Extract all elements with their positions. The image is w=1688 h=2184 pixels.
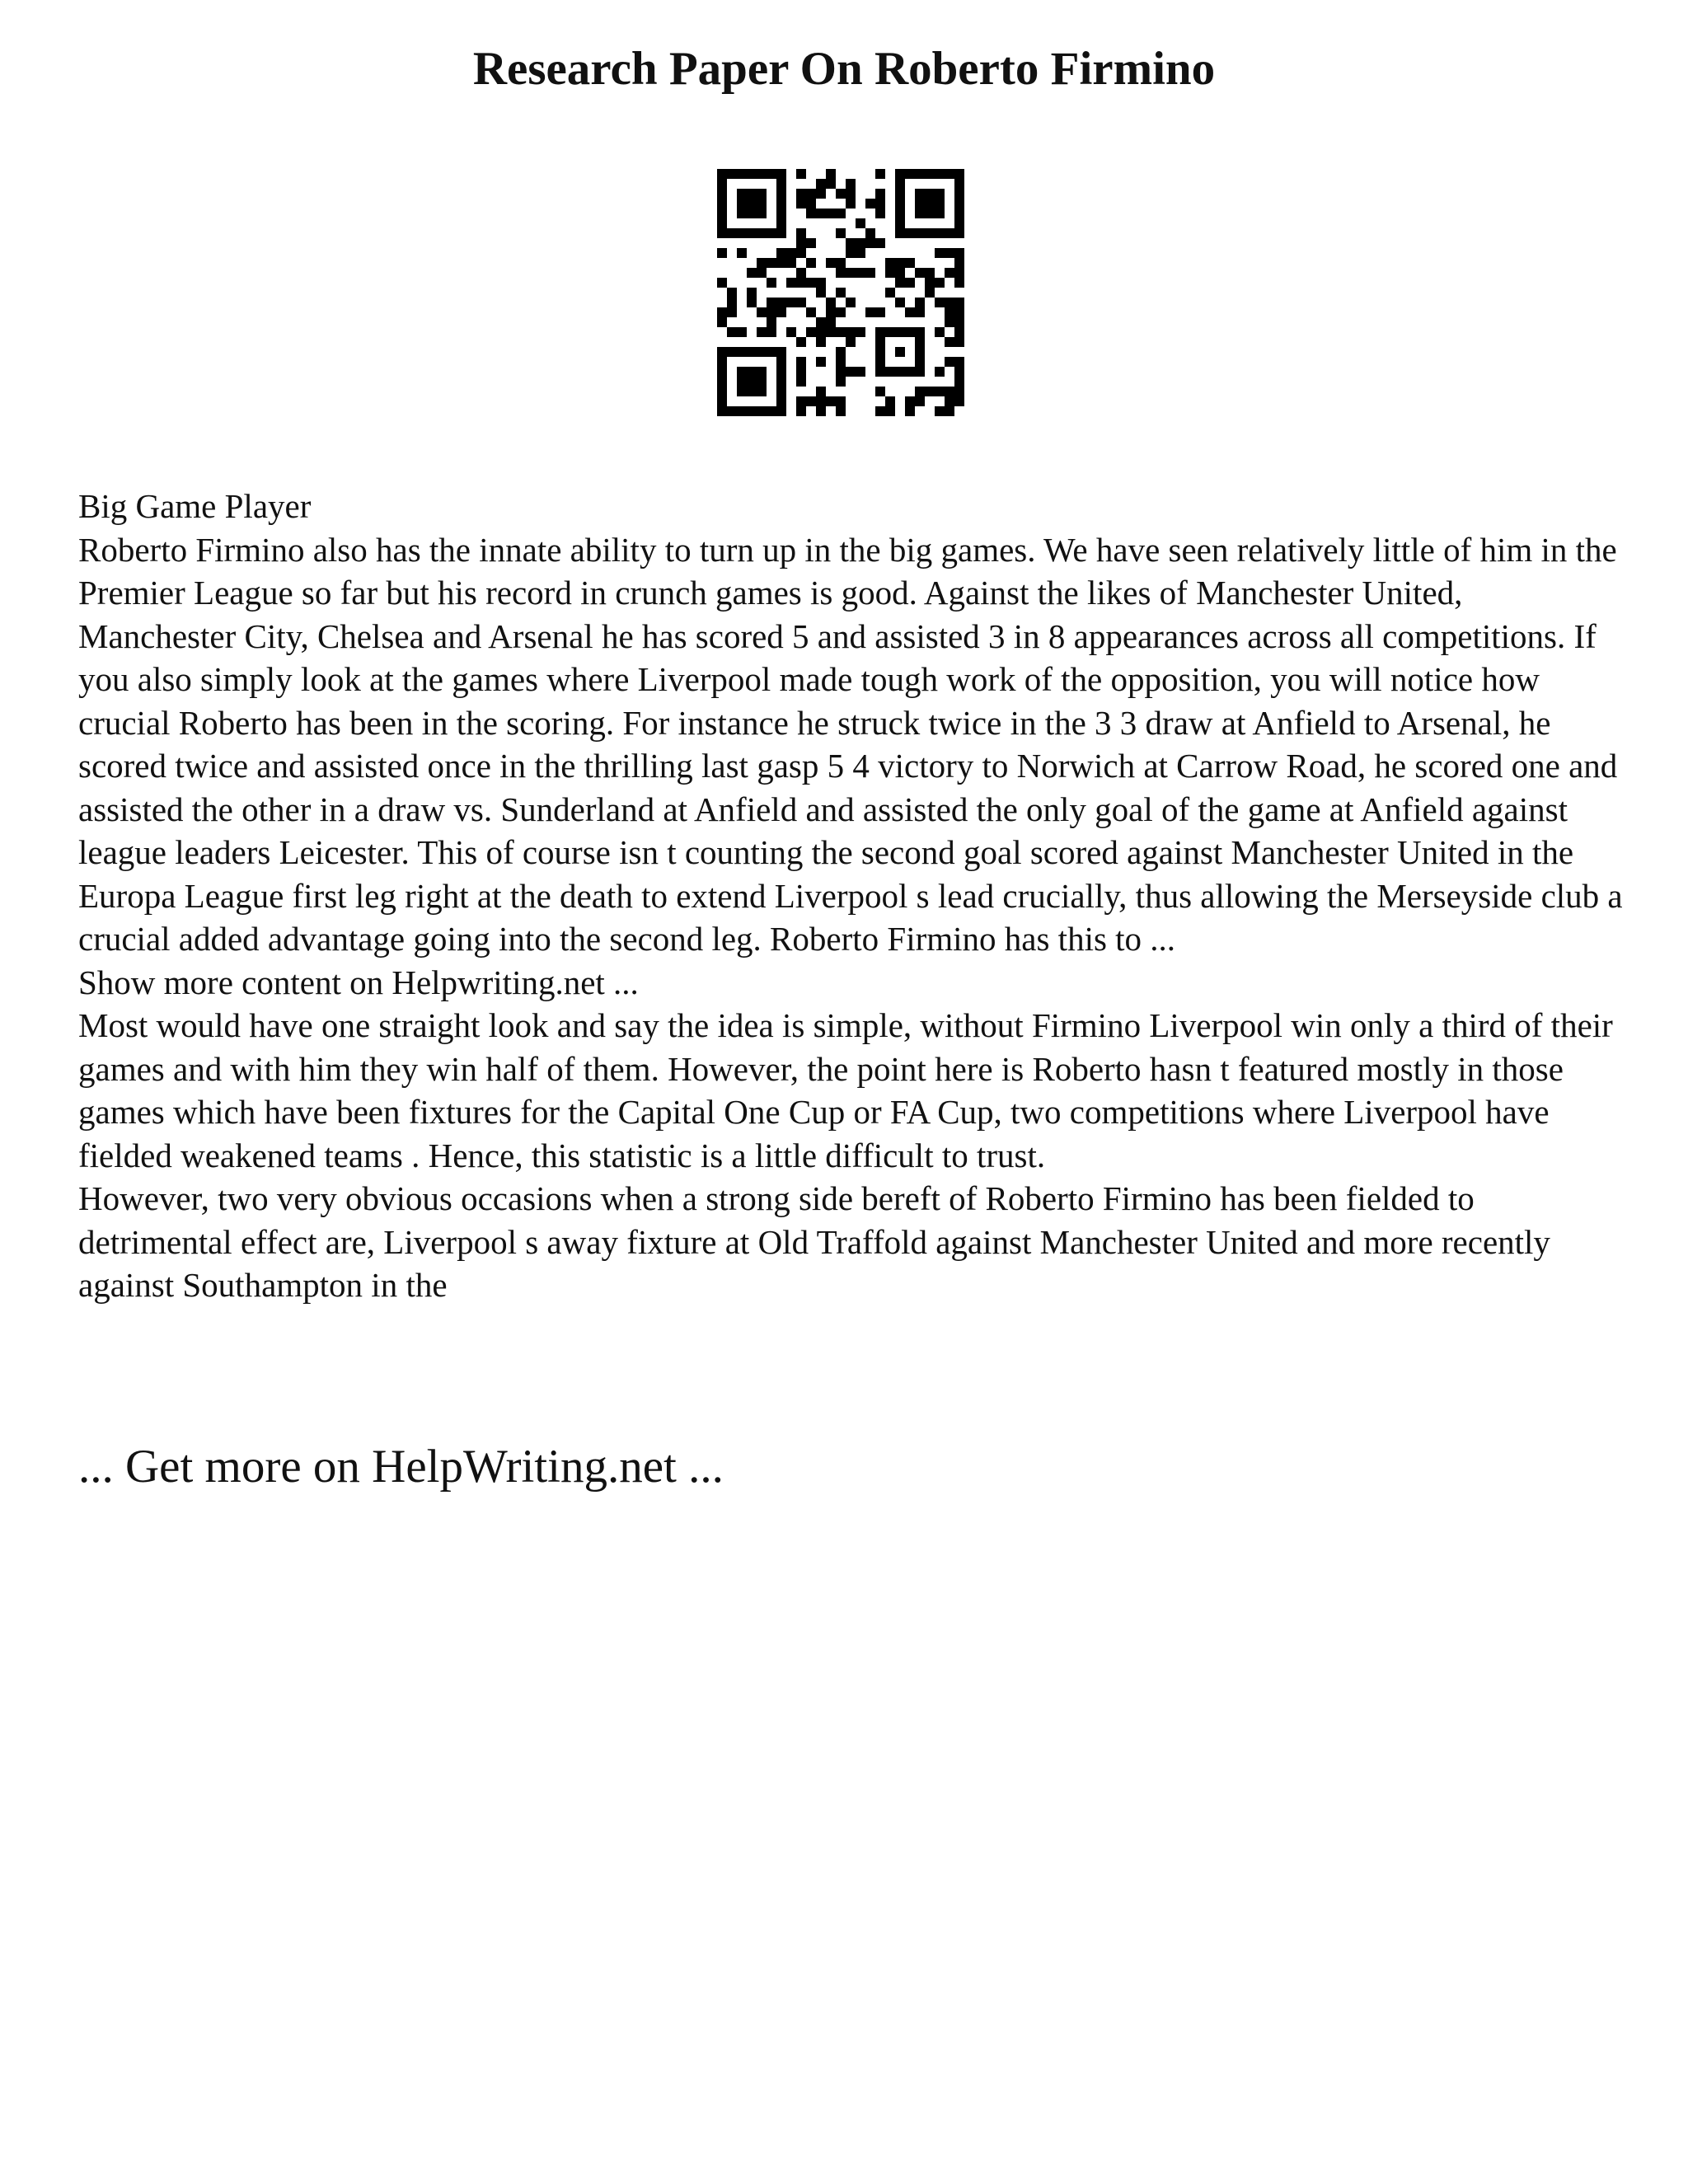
section-heading: Big Game Player [78, 487, 312, 525]
show-more-link[interactable]: Show more content on Helpwriting.net ... [78, 963, 639, 1001]
get-more-link[interactable]: ... Get more on HelpWriting.net ... [78, 1441, 724, 1493]
document-body [78, 485, 1628, 1307]
qr-code-icon [717, 169, 964, 416]
paragraph: Roberto Firmino also has the innate ability to turn up in the big games. We have seen relatively little of him in the Premier League so far but his record in crunch games is good. Against the likes of Manchester United, Manchester City, Chelsea and Arsenal he has scored 5 and assisted 3 in 8 appearances across all competitions. If you also simply look at the games where Liverpool made tough work of the opposition, you will notice how crucial Roberto has been in the scoring. For instance he struck twice in the 3 3 draw at Anfield to Arsenal, he scored twice and assisted once in the thrilling last gasp 5 4 victory to Norwich at Carrow Road, he scored one and assisted the other in a draw vs. Sunderland at Anfield and assisted the only goal of the game at Anfield against league leaders Leicester. This of course isn t counting the second goal scored against Manchester United in the Europa League first leg right at the death to extend Liverpool s lead crucially, thus allowing the Merseyside club a crucial added advantage going into the second leg. Roberto Firmino has this to ... [78, 530, 1623, 958]
page-title: Research Paper On Roberto Firmino [472, 43, 1216, 95]
paragraph: However, two very obvious occasions when a strong side bereft of Roberto Firmino has been fielded to detrimental effect are, Liverpool s away fixture at Old Traffold against Manchester United and more recently against Southampton in the [78, 1179, 1550, 1304]
paragraph: Most would have one straight look and say the idea is simple, without Firmino Liverpool win only a third of their games and with him they win half of them. However, the point here is Roberto hasn t featured mostly in those games which have been fixtures for the Capital One Cup or FA Cup, two competitions where Liverpool have fielded weakened teams . Hence, this statistic is a little difficult to trust. [78, 1006, 1613, 1174]
